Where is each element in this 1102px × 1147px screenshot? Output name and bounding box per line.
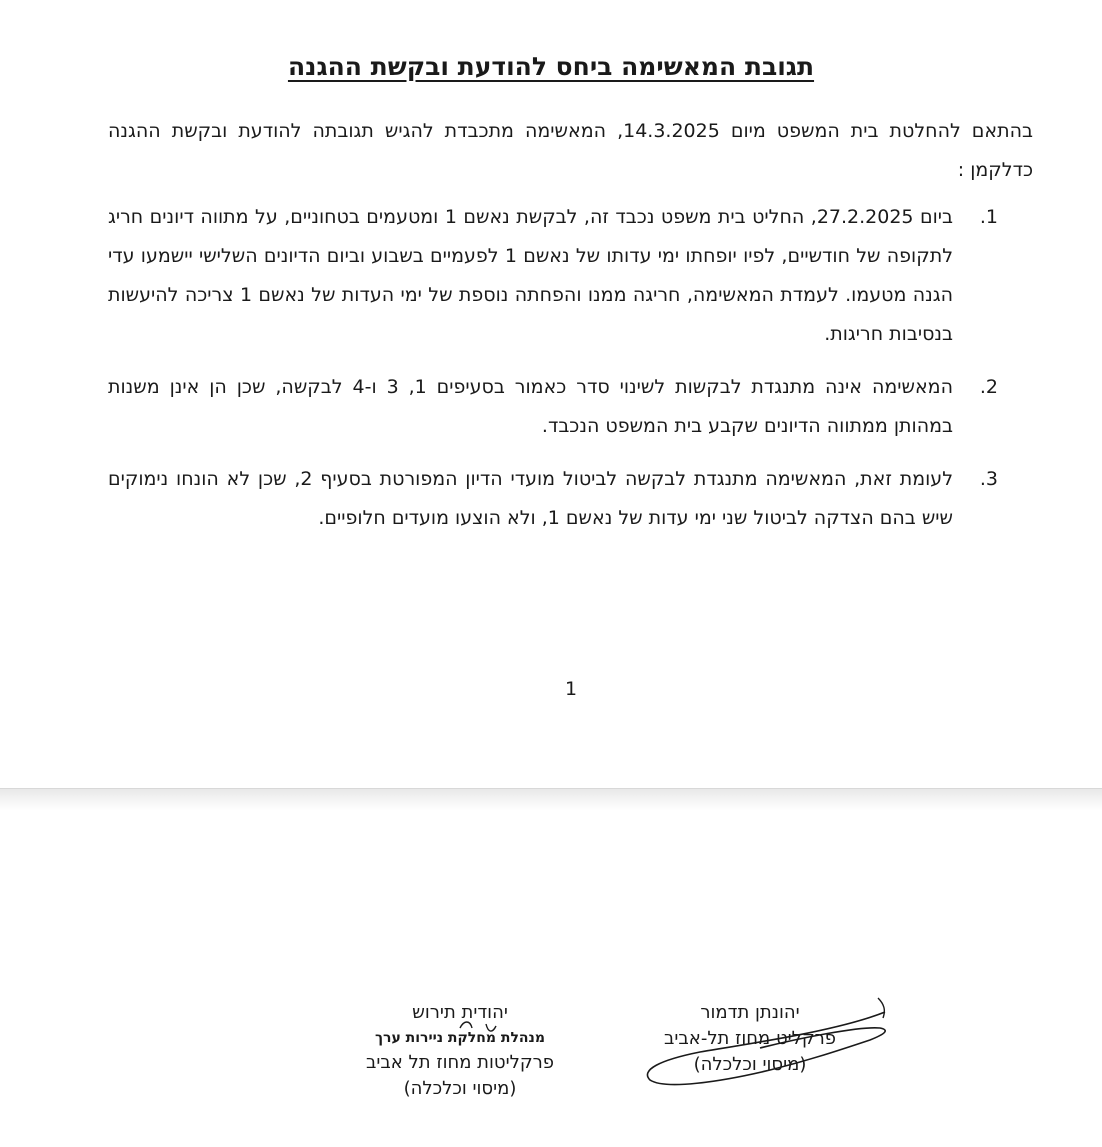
signature-right [620, 1000, 880, 1078]
signer-name: יהונתן תדמור [700, 1002, 800, 1023]
list-item [108, 198, 998, 354]
item-text: לעומת זאת, המאשימה מתנגדת לבקשה לביטול מועדי הדיון המפורטת בסעיף 2, שכן לא הונחו נימוקים שיש בהם הצדקה לביטול שני ימי עדות של נאשם 1, ולא הוצעו מועדים חלופיים. [108, 468, 953, 529]
item-number: 2. [979, 376, 998, 398]
signer-department: (מיסוי וכלכלה) [403, 1078, 517, 1099]
signer-title: פרקליט מחוז תל-אביב [663, 1028, 837, 1049]
list-item [108, 460, 998, 538]
signer-role: מנהלת מחלקת ניירות ערך [374, 1030, 546, 1046]
item-number: 3. [979, 468, 998, 490]
signature-block [0, 990, 1102, 1147]
page-number: 1 [564, 678, 578, 700]
document-title: תגובת המאשימה ביחס להודעת ובקשת ההגנה [287, 52, 815, 81]
signature-left [330, 1000, 590, 1102]
signer-name: יהודית תירוש [412, 1002, 508, 1023]
numbered-list [108, 198, 998, 552]
page-break-divider [0, 788, 1102, 811]
item-number: 1. [979, 206, 998, 228]
item-text: המאשימה אינה מתנגדת לבקשות לשינוי סדר כאמור בסעיפים 1, 3 ו-4 לבקשה, שכן הן אינן משנות במהותן ממתווה הדיונים שקבע בית המשפט הנכבד. [108, 376, 953, 437]
item-text: ביום 27.2.2025, החליט בית משפט נכבד זה, לבקשת נאשם 1 ומטעמים בטחוניים, על מתווה דיונים חריג לתקופה של חודשיים, לפיו יופחתו ימי עדותו של נאשם 1 לפעמיים בשבוע וביום הדיונים השלישי יישמעו עדי הגנה מטעמו. לעמדת המאשימה, חריגה ממנו והפחתה נוספת של ימי העדות של נאשם 1 צריכה להיעשות בנסיבות חריגות. [108, 206, 954, 345]
signer-department: (מיסוי וכלכלה) [693, 1054, 807, 1075]
intro-paragraph: בהתאם להחלטת בית המשפט מיום 14.3.2025, המאשימה מתכבדת להגיש תגובתה להודעת ובקשת ההגנה כדלקמן : [108, 120, 1034, 181]
list-item [108, 368, 998, 446]
signer-title: פרקליטות מחוז תל אביב [365, 1052, 555, 1073]
